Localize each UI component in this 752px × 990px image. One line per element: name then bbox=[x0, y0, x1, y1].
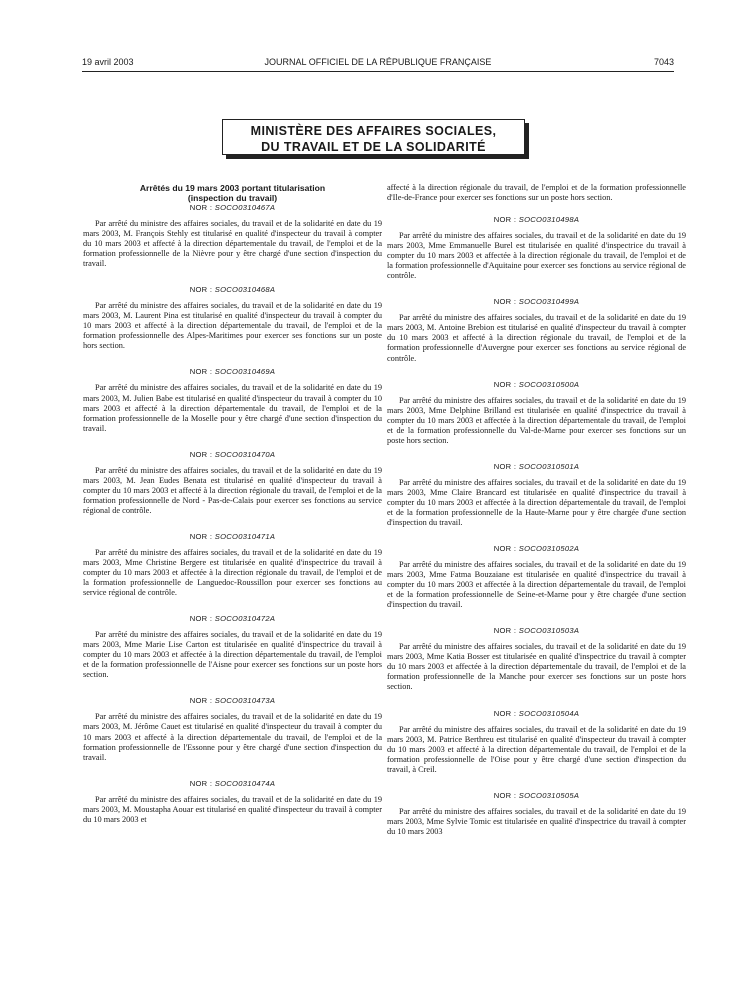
nor-reference bbox=[387, 297, 686, 307]
nor-label: NOR : bbox=[189, 778, 215, 788]
decree-paragraph: Par arrêté du ministre des affaires sociales, du travail et de la solidarité en date du 19 mars 2003, Mme Marie Lise Carton est titularisée en qualité d'inspectrice du travail à compter du 10 mars 2003 et affectée à la direction départementale du travail, de l'emploi et de la formation professionnelle de l'Aisne pour exercer ses fonctions sur un poste hors section. bbox=[83, 630, 382, 680]
decree-paragraph: Par arrêté du ministre des affaires sociales, du travail et de la solidarité en date du 19 mars 2003, Mme Fatma Bouzaiane est titularisée en qualité d'inspectrice du travail à compter du 10 mars 2003 et affectée à la direction départementale du travail, de l'emploi et de la formation professionnelle de Seine-et-Marne pour y être chargée d'une section d'inspection du travail. bbox=[387, 560, 686, 610]
nor-code: SOCO0310470A bbox=[214, 449, 276, 459]
nor-reference bbox=[387, 215, 686, 225]
nor-reference bbox=[83, 779, 382, 789]
decree-paragraph: Par arrêté du ministre des affaires sociales, du travail et de la solidarité en date du 19 mars 2003, Mme Sylvie Tomic est titularisée en qualité d'inspectrice du travail à compter du 10 mars 2003 bbox=[387, 806, 686, 836]
nor-label: NOR : bbox=[493, 461, 519, 471]
nor-code: SOCO0310505A bbox=[518, 790, 580, 800]
section-title bbox=[83, 183, 382, 203]
decree-paragraph: Par arrêté du ministre des affaires sociales, du travail et de la solidarité en date du 19 mars 2003, M. Antoine Brebion est titularisé en qualité d'inspecteur du travail à compter du 10 mars 2003 et affecté à la direction régionale du travail, de l'emploi et de la formation professionnelle d'Auvergne pour exercer ses fonctions au service régional de contrôle. bbox=[387, 313, 686, 363]
decree-paragraph: Par arrêté du ministre des affaires sociales, du travail et de la solidarité en date du 19 mars 2003, M. Jean Eudes Benata est titularisé en qualité d'inspecteur du travail à compter du 10 mars 2003 et affecté à la direction régionale du travail, de l'emploi et de la formation professionnelle de Nord - Pas-de-Calais pour exercer ses fonctions au service régional de contrôle. bbox=[83, 465, 382, 515]
nor-label: NOR : bbox=[189, 531, 215, 541]
nor-reference bbox=[83, 614, 382, 624]
nor-reference bbox=[83, 532, 382, 542]
header-page-number: 7043 bbox=[653, 57, 674, 67]
nor-label: NOR : bbox=[493, 544, 519, 554]
decree-paragraph: Par arrêté du ministre des affaires sociales, du travail et de la solidarité en date du 19 mars 2003, M. Patrice Berthreu est titularisé en qualité d'inspecteur du travail à compter du 10 mars 2003 et affecté à la direction départementale du travail, de l'emploi et de la formation professionnelle de l'Oise pour y être chargé d'une section d'inspection du travail, à Creil. bbox=[387, 724, 686, 774]
ministry-line-2: DU TRAVAIL ET DE LA SOLIDARITÉ bbox=[261, 140, 486, 154]
nor-label: NOR : bbox=[493, 379, 519, 389]
nor-label: NOR : bbox=[493, 626, 519, 636]
continued-paragraph: affecté à la direction régionale du travail, de l'emploi et de la formation professionnelle d'Ile-de-France pour exercer ses fonctions sur un poste hors section. bbox=[387, 183, 686, 203]
nor-label: NOR : bbox=[189, 367, 215, 377]
nor-reference bbox=[387, 544, 686, 554]
header-date: 19 avril 2003 bbox=[82, 57, 134, 67]
nor-label: NOR : bbox=[493, 790, 519, 800]
nor-code: SOCO0310467A bbox=[214, 203, 276, 212]
ministry-line-1: MINISTÈRE DES AFFAIRES SOCIALES, bbox=[250, 124, 497, 138]
nor-label: NOR : bbox=[493, 297, 519, 307]
nor-code: SOCO0310468A bbox=[214, 285, 276, 295]
nor-label: NOR : bbox=[189, 696, 215, 706]
decree-paragraph: Par arrêté du ministre des affaires sociales, du travail et de la solidarité en date du 19 mars 2003, M. Laurent Pina est titularisé en qualité d'inspecteur du travail à compter du 10 mars 2003 et affecté à la direction départementale du travail, de l'emploi et de la formation professionnelle des Alpes-Maritimes pour exercer ses fonctions sur un poste hors section. bbox=[83, 301, 382, 351]
nor-code: SOCO0310469A bbox=[214, 367, 276, 377]
decree-paragraph: Par arrêté du ministre des affaires sociales, du travail et de la solidarité en date du 19 mars 2003, Mme Christine Bergere est titularisée en qualité d'inspectrice du travail à compter du 10 mars 2003 et affectée à la direction régionale du travail, de l'emploi et de la formation professionnelle de Languedoc-Roussillon pour exercer ses fonctions au service régional de contrôle. bbox=[83, 547, 382, 598]
nor-code: SOCO0310474A bbox=[214, 778, 276, 788]
nor-reference bbox=[387, 462, 686, 472]
nor-reference bbox=[83, 203, 382, 213]
nor-code: SOCO0310503A bbox=[518, 626, 580, 636]
header-rule bbox=[82, 71, 674, 72]
section-title-line-1: Arrêtés du 19 mars 2003 portant titularisation bbox=[139, 183, 326, 193]
nor-code: SOCO0310473A bbox=[214, 696, 276, 706]
right-column bbox=[387, 183, 686, 837]
nor-label: NOR : bbox=[493, 215, 519, 225]
nor-code: SOCO0310502A bbox=[518, 544, 580, 554]
section-title-line-2: (inspection du travail) bbox=[187, 193, 278, 203]
nor-code: SOCO0310501A bbox=[518, 461, 580, 471]
decree-paragraph: Par arrêté du ministre des affaires sociales, du travail et de la solidarité en date du 19 mars 2003, Mme Delphine Brilland est titularisée en qualité d'inspectrice du travail à compter du 10 mars 2003 et affectée à la direction départementale du travail, de l'emploi et de la formation professionnelle du Val-de-Marne pour exercer ses fonctions sur un poste hors section. bbox=[387, 395, 686, 445]
nor-reference bbox=[83, 450, 382, 460]
nor-label: NOR : bbox=[189, 203, 215, 212]
decree-paragraph: Par arrêté du ministre des affaires sociales, du travail et de la solidarité en date du 19 mars 2003, Mme Katia Bosser est titularisée en qualité d'inspectrice du travail à compter du 10 mars 2003 et affectée à la direction départementale du travail, de l'emploi et de la formation professionnelle de la Manche pour exercer ses fonctions sur un poste hors section. bbox=[387, 642, 686, 692]
nor-label: NOR : bbox=[493, 708, 519, 718]
nor-reference bbox=[387, 380, 686, 390]
nor-reference bbox=[83, 367, 382, 377]
decree-paragraph: Par arrêté du ministre des affaires sociales, du travail et de la solidarité en date du 19 mars 2003, M. François Stehly est titularisé en qualité d'inspecteur du travail à compter du 10 mars 2003 et affecté à la direction départementale du travail, de l'emploi et de la formation professionnelle de la Nièvre pour y être chargé d'une section d'inspection du travail. bbox=[83, 219, 382, 269]
ministry-box bbox=[222, 119, 525, 155]
decree-paragraph: Par arrêté du ministre des affaires sociales, du travail et de la solidarité en date du 19 mars 2003, Mme Claire Brancard est titularisée en qualité d'inspectrice du travail à compter du 10 mars 2003 et affectée à la direction départementale du travail, de l'emploi et de la formation professionnelle de la Haute-Marne pour y être chargée d'une section d'inspection du travail. bbox=[387, 477, 686, 527]
nor-reference bbox=[83, 696, 382, 706]
nor-code: SOCO0310499A bbox=[518, 297, 580, 307]
nor-reference bbox=[387, 626, 686, 636]
nor-reference bbox=[387, 791, 686, 801]
nor-label: NOR : bbox=[189, 285, 215, 295]
decree-paragraph: Par arrêté du ministre des affaires sociales, du travail et de la solidarité en date du 19 mars 2003, M. Julien Babe est titularisé en qualité d'inspecteur du travail à compter du 10 mars 2003 et affecté à la direction départementale du travail, de l'emploi et de la formation professionnelle de la Moselle pour y être chargé d'une section d'inspection du travail. bbox=[83, 383, 382, 433]
nor-reference bbox=[83, 285, 382, 295]
header-journal-title: JOURNAL OFFICIEL DE LA RÉPUBLIQUE FRANÇAISE bbox=[264, 57, 492, 67]
decree-paragraph: Par arrêté du ministre des affaires sociales, du travail et de la solidarité en date du 19 mars 2003, M. Moustapha Aouar est titularisé en qualité d'inspecteur du travail à compter du 10 mars 2003 et bbox=[83, 794, 382, 824]
nor-code: SOCO0310471A bbox=[214, 531, 276, 541]
nor-label: NOR : bbox=[189, 614, 215, 624]
decree-paragraph: Par arrêté du ministre des affaires sociales, du travail et de la solidarité en date du 19 mars 2003, M. Jérôme Cauet est titularisé en qualité d'inspecteur du travail à compter du 10 mars 2003 et affecté à la direction départementale du travail, de l'emploi et de la formation professionnelle de l'Essonne pour y être chargé d'une section d'inspection du travail. bbox=[83, 712, 382, 762]
nor-reference bbox=[387, 709, 686, 719]
page-header bbox=[82, 57, 674, 71]
nor-code: SOCO0310504A bbox=[518, 708, 580, 718]
nor-label: NOR : bbox=[189, 449, 215, 459]
decree-paragraph: Par arrêté du ministre des affaires sociales, du travail et de la solidarité en date du 19 mars 2003, Mme Emmanuelle Burel est titularisée en qualité d'inspectrice du travail à compter du 10 mars 2003 et affectée à la direction régionale du travail, de l'emploi et de la formation professionnelle d'Aquitaine pour exercer ses fonctions au service régional de contrôle. bbox=[387, 231, 686, 281]
nor-code: SOCO0310472A bbox=[214, 614, 276, 624]
nor-code: SOCO0310500A bbox=[518, 379, 580, 389]
nor-code: SOCO0310498A bbox=[518, 215, 580, 225]
left-column bbox=[83, 183, 382, 825]
